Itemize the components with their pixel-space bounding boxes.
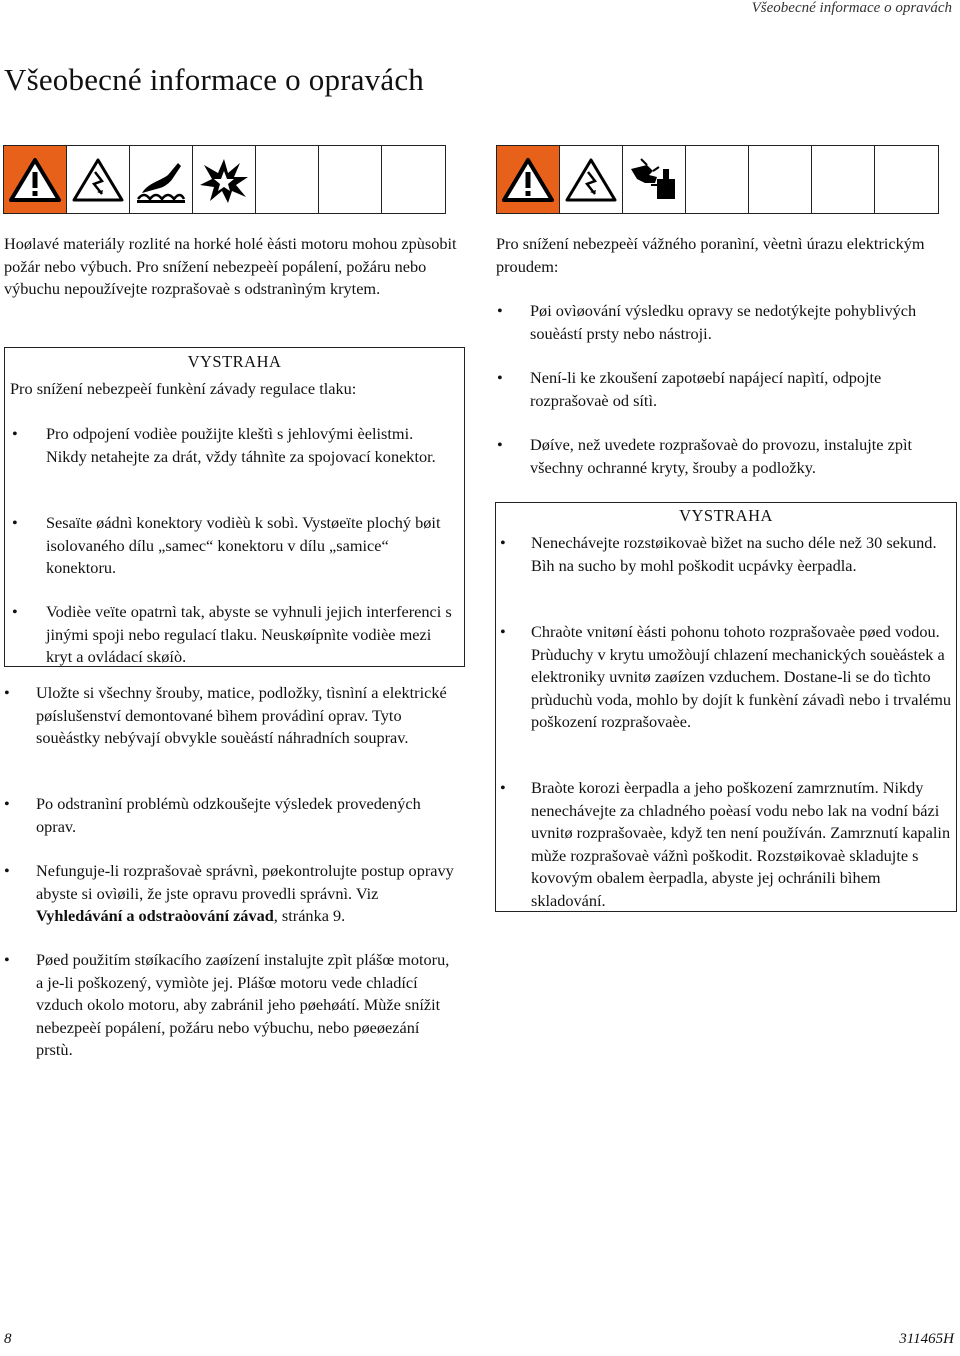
warning-triangle-icon	[497, 146, 560, 213]
bullet-dot: •	[497, 435, 503, 454]
blank-cell	[749, 146, 812, 213]
hazard-icon-row-left	[3, 145, 446, 214]
right-warning-heading: VYSTRAHA	[679, 506, 773, 525]
page-title: Všeobecné informace o opravách	[4, 62, 424, 97]
bullet-dot: •	[4, 794, 10, 813]
bullet-text: Sesaïte øádnì konektory vodièù k sobì. Vystøeïte plochý bøit isolovaného dílu „samec“ konektoru v dílu „samice“ konektoru.	[46, 513, 441, 577]
bullet-text: Nenechávejte rozstøikovaè bìžet na sucho déle než 30 sekund. Bìh na sucho by mohl poškodit ucpávky èerpadla.	[531, 533, 937, 575]
bullet-dot: •	[4, 683, 10, 702]
bullet-dot: •	[12, 602, 18, 621]
left-bullet-with-reference	[4, 860, 460, 928]
bullet-text: Pøed použitím støíkacího zaøízení instalujte zpìt plášœ motoru, a je-li poškozený, vymìòte jej. Plášœ motoru vede chladící vzduch okolo motoru, aby zabránil jeho pøehøátí. Mùže snížit nebezpeèí popálení, požáru nebo výbuchu, nebo pøeøezání prstù.	[36, 950, 450, 1059]
blank-cell	[875, 146, 938, 213]
hazard-icon-row-right	[496, 145, 939, 214]
bullet-text: Chraòte vnitøní èásti pohonu tohoto rozprašovaèe pøed vodou. Prùduchy v krytu umožòují chlazení mechanických souèástek a elektroniky uvnitø zaøízen vzduchem. Dostane-li se do tìchto prùduchù voda, mohlo by dojít k funkèní závadì nebo i trvalému poškození rozprašovaèe.	[531, 622, 952, 731]
troubleshooting-reference-link[interactable]: Vyhledávání a odstraòování závad	[36, 906, 274, 925]
explosion-icon	[193, 146, 256, 213]
electric-shock-icon	[560, 146, 623, 213]
blank-cell	[686, 146, 749, 213]
blank-cell	[319, 146, 382, 213]
blank-cell	[256, 146, 319, 213]
bullet-dot: •	[4, 861, 10, 880]
warning-triangle-icon	[4, 146, 67, 213]
bullet-text: Není-li ke zkoušení zapotøebí napájecí napìtí, odpojte rozprašovaè od sítì.	[530, 368, 882, 410]
left-warning-heading: VYSTRAHA	[187, 352, 282, 371]
bullet-text: Vodièe veïte opatrnì tak, abyste se vyhnuli jejich interferenci s jinými spoji nebo regulací tlaku. Neuskøípnìte vodièe mezi kryt a ovládací skøíò.	[46, 602, 452, 666]
blank-cell	[382, 146, 445, 213]
right-bullet	[497, 367, 947, 412]
left-warning-intro: Pro snížení nebezpeèí funkèní závady regulace tlaku:	[10, 379, 357, 398]
bullet-dot: •	[12, 424, 18, 443]
bullet-text: Pro odpojení vodièe použijte kleštì s jehlovými èelistmi. Nikdy netahejte za drát, vždy táhnìte za spojovací konektor.	[46, 424, 436, 466]
bullet-dot: •	[497, 368, 503, 387]
bullet-dot: •	[500, 533, 506, 552]
left-warning-bullet	[12, 512, 457, 580]
right-bullet	[497, 300, 947, 345]
document-code: 311465H	[899, 1331, 954, 1347]
left-bullet	[4, 682, 460, 750]
bullet-text: Pøi ovìøování výsledku opravy se nedotýkejte pohyblivých souèástí prsty nebo nástroji.	[530, 301, 917, 343]
left-warning-bullet	[12, 423, 457, 468]
page-number: 8	[4, 1331, 12, 1347]
bullet-text: Døíve, než uvedete rozprašovaè do provozu, instalujte zpìt všechny ochranné kryty, šrouby a podložky.	[530, 435, 913, 477]
bullet-dot: •	[500, 622, 506, 641]
right-bullet	[497, 434, 947, 479]
bullet-text: Po odstranìní problémù odzkoušejte výsledek provedených oprav.	[36, 794, 421, 836]
right-warning-bullet	[500, 621, 952, 734]
bullet-text	[36, 860, 460, 928]
right-warning-bullet	[500, 532, 952, 577]
blank-cell	[812, 146, 875, 213]
right-warning-bullet	[500, 777, 952, 912]
right-intro-text: Pro snížení nebezpeèí vážného poranìní, vèetnì úrazu elektrickým proudem:	[496, 234, 925, 276]
bullet-text-after: , stránka 9.	[273, 906, 346, 925]
hot-surface-burn-icon	[130, 146, 193, 213]
bullet-dot: •	[500, 778, 506, 797]
left-bullet	[4, 793, 460, 838]
bullet-text: Uložte si všechny šrouby, matice, podložky, tìsnìní a elektrické pøíslušenství demontované bìhem provádìní oprav. Tyto souèástky nebývají obvykle souèástí náhradních souprav.	[36, 683, 447, 747]
moving-parts-hand-icon	[623, 146, 686, 213]
bullet-dot: •	[497, 301, 503, 320]
bullet-text: Braòte korozi èerpadla a jeho poškození zamrznutím. Nikdy nenechávejte za chladného poèasí vodu nebo lak na vodní bázi uvnitø rozprašovaèe, když ten není používán. Zamrznutí kapalin mùže rozprašovaè vážnì poškodit. Rozstøikovaè skladujte s kovovým obalem èerpadla, abyste jej ochránili bìhem skladování.	[531, 778, 951, 910]
bullet-dot: •	[4, 950, 10, 969]
left-warning-bullet	[12, 601, 457, 669]
electric-shock-icon	[67, 146, 130, 213]
bullet-text-before: Nefunguje-li rozprašovaè správnì, pøekontrolujte postup opravy abyste si ovìøili, že jste opravu provedli správnì. Viz	[36, 861, 454, 903]
running-header: Všeobecné informace o opravách	[751, 0, 952, 16]
left-intro-text: Hoølavé materiály rozlité na horké holé èásti motoru mohou zpùsobit požár nebo výbuch. Pro snížení nebezpeèí popálení, požáru nebo výbuchu nepoužívejte rozprašovaè s odstranìným krytem.	[4, 234, 457, 298]
bullet-dot: •	[12, 513, 18, 532]
left-bullet	[4, 949, 460, 1062]
